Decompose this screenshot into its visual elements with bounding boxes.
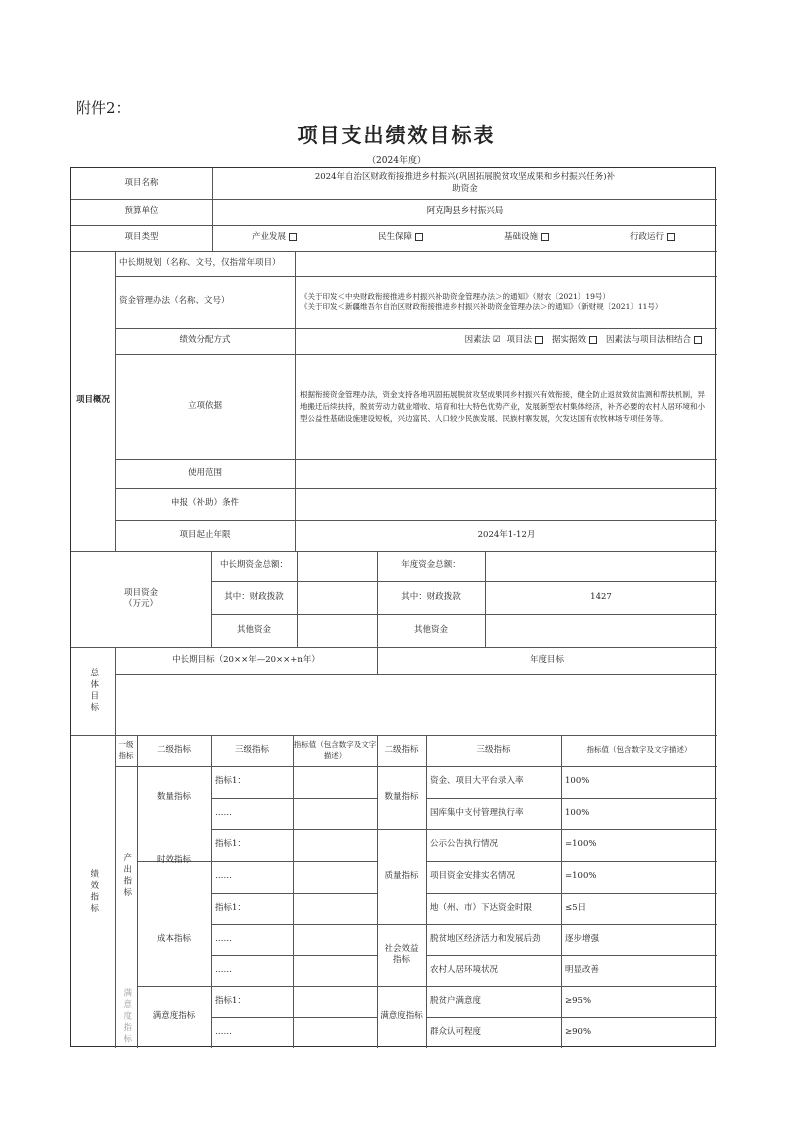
alloc-option-factor[interactable]: 因素法 ☑	[464, 335, 501, 346]
project-name-value: 2024年自治区财政衔接推进乡村振兴(巩固拓展脱贫攻坚成果和乡村振兴任务)补助资金	[314, 172, 616, 194]
alloc-option-project[interactable]: 项目法	[506, 335, 546, 346]
period-value: 2024年1-12月	[477, 529, 536, 540]
long-total-label: 中长期资金总额：	[219, 560, 288, 571]
right-indicator-value: 100%	[565, 776, 590, 787]
budget-unit-label: 预算单位	[124, 206, 159, 217]
right-indicator-name: 群众认可程度	[430, 1026, 482, 1037]
type-option-industry[interactable]: 产业发展	[252, 232, 300, 243]
right-indicator-name: 脱贫地区经济活力和发展后劲	[430, 933, 541, 944]
left-more: ……	[215, 1026, 232, 1037]
basis-value: 根据衔接资金管理办法，资金支持各地巩固拓展脱贫攻坚成果同乡村振兴有效衔接，健全防止返贫致贫监测和帮扶机制，异地搬迁后续扶持，脱贫劳动力就业增收、培育和壮大特色优势产业，发展新型农村集体经济，补齐必要的农村人居环境和小型公益性基础设施建设短板，兴边富民、人口较少民族发展、民族村寨发展，欠发达国有农牧林场专项任务等。	[300, 389, 705, 423]
right-indicator-value: 逐步增强	[565, 933, 600, 944]
year-fiscal-value: 1427	[590, 591, 612, 602]
col-value-left: 指标值（包含数字及文字描述）	[293, 740, 377, 760]
left-item: 指标1：	[215, 776, 246, 787]
right-group-quality: 质量指标	[384, 870, 419, 881]
col-level1: 一级指标	[118, 740, 134, 760]
col-value-right: 指标值（包含数字及文字描述）	[586, 745, 692, 755]
period-label: 项目起止年限	[179, 529, 231, 540]
left-item: 指标1：	[215, 902, 246, 913]
right-indicator-name: 国库集中支付管理执行率	[430, 807, 524, 818]
right-indicator-value: =100%	[565, 839, 597, 850]
left-item: 指标1：	[215, 995, 246, 1006]
mgmt-doc-1: 《关于印发＜中央财政衔接推进乡村振兴补助资金管理办法＞的通知》（财农〔2021〕19号）	[300, 291, 610, 301]
project-type-options	[213, 225, 717, 251]
right-indicator-name: 脱贫户满意度	[430, 995, 482, 1006]
checkbox-icon	[415, 233, 423, 241]
right-indicator-value: 明显改善	[565, 964, 600, 975]
right-group-social: 社会效益指标	[384, 943, 419, 965]
type-option-admin[interactable]: 行政运行	[630, 232, 678, 243]
condition-label: 申报（补助）条件	[170, 498, 239, 509]
right-indicator-value: ≤5日	[565, 902, 587, 913]
right-indicator-name: 公示公告执行情况	[430, 839, 499, 850]
checkbox-icon	[535, 336, 543, 344]
left-group-satisfaction: 满意度指标	[152, 1011, 196, 1022]
left-group-cost: 成本指标	[156, 933, 191, 944]
long-goal-label: 中长期目标（20××年—20××+n年）	[172, 654, 320, 665]
right-group-satisfaction: 满意度指标	[380, 1011, 423, 1022]
checkbox-icon	[694, 336, 702, 344]
attachment-label: 附件2：	[76, 99, 131, 117]
project-name-label: 项目名称	[124, 177, 159, 188]
year-label: （2024年度）	[367, 156, 426, 166]
long-other-label: 其他资金	[236, 624, 271, 635]
left-item: 指标1：	[215, 839, 246, 850]
right-indicator-value: ≥90%	[565, 1026, 592, 1037]
satisfaction-indicator-label: 满意度指标	[121, 988, 132, 1046]
plan-label: 中长期规划（名称、文号，仅指常年项目）	[119, 257, 281, 268]
checkbox-icon	[667, 233, 675, 241]
year-fiscal-label: 其中：财政拨款	[401, 591, 461, 602]
right-indicator-name: 资金、项目大平台录入率	[430, 776, 524, 787]
left-group-quantity: 数量指标	[156, 791, 191, 802]
output-indicator-label: 产出指标	[121, 853, 132, 899]
year-total-label: 年度资金总额：	[401, 560, 461, 571]
left-more: ……	[215, 871, 232, 882]
right-indicator-value: 100%	[565, 807, 590, 818]
right-indicator-name: 地（州、市）下达资金时限	[430, 902, 533, 913]
type-option-infrastructure[interactable]: 基础设施	[504, 232, 552, 243]
alloc-label: 绩效分配方式	[179, 335, 231, 346]
mgmt-value	[296, 276, 717, 328]
goals-label: 总体目标	[88, 668, 99, 714]
scope-label: 使用范围	[187, 467, 222, 478]
alloc-options	[296, 328, 717, 354]
col-level2-left: 二级指标	[156, 744, 191, 755]
basis-label: 立项依据	[187, 400, 222, 411]
right-indicator-name: 农村人居环境状况	[430, 964, 499, 975]
mgmt-label: 资金管理办法（名称、文号）	[119, 296, 230, 307]
col-level3-left: 三级指标	[234, 744, 269, 755]
indicators-label: 绩效指标	[88, 868, 99, 915]
funds-label: 项目资金 （万元）	[123, 587, 158, 609]
checkbox-icon	[289, 233, 297, 241]
left-more: ……	[215, 933, 232, 944]
right-indicator-value: ≥95%	[565, 995, 592, 1006]
budget-unit-value: 阿克陶县乡村振兴局	[426, 206, 504, 217]
left-more: ……	[215, 964, 232, 975]
col-level2-right: 二级指标	[384, 744, 419, 755]
performance-target-table	[70, 167, 716, 1047]
long-fiscal-label: 其中：财政拨款	[224, 591, 284, 602]
mgmt-doc-2: 《关于印发＜新疆维吾尔自治区财政衔接推进乡村振兴补助资金管理办法＞的通知》（新财规〔2021〕11号）	[300, 302, 663, 311]
right-group-quantity: 数量指标	[384, 791, 419, 802]
left-more: ……	[215, 807, 232, 818]
alloc-option-combined[interactable]: 因素法与项目法相结合	[606, 335, 705, 346]
page-title: 项目支出绩效目标表	[297, 123, 496, 147]
col-level3-right: 三级指标	[476, 744, 511, 755]
checked-icon: ☑	[490, 335, 501, 346]
year-goal-label: 年度目标	[529, 654, 564, 665]
overview-section-label: 项目概况	[75, 395, 110, 406]
checkbox-icon	[541, 233, 549, 241]
project-type-label: 项目类型	[124, 232, 159, 243]
right-indicator-value: =100%	[565, 871, 597, 882]
right-indicator-name: 项目资金安排实名情况	[430, 871, 516, 882]
checkbox-icon	[589, 336, 597, 344]
type-option-livelihood[interactable]: 民生保障	[378, 232, 426, 243]
year-other-label: 其他资金	[413, 624, 448, 635]
left-group-timeliness: 时效指标	[156, 855, 191, 866]
alloc-option-actual[interactable]: 据实据效	[552, 335, 600, 346]
